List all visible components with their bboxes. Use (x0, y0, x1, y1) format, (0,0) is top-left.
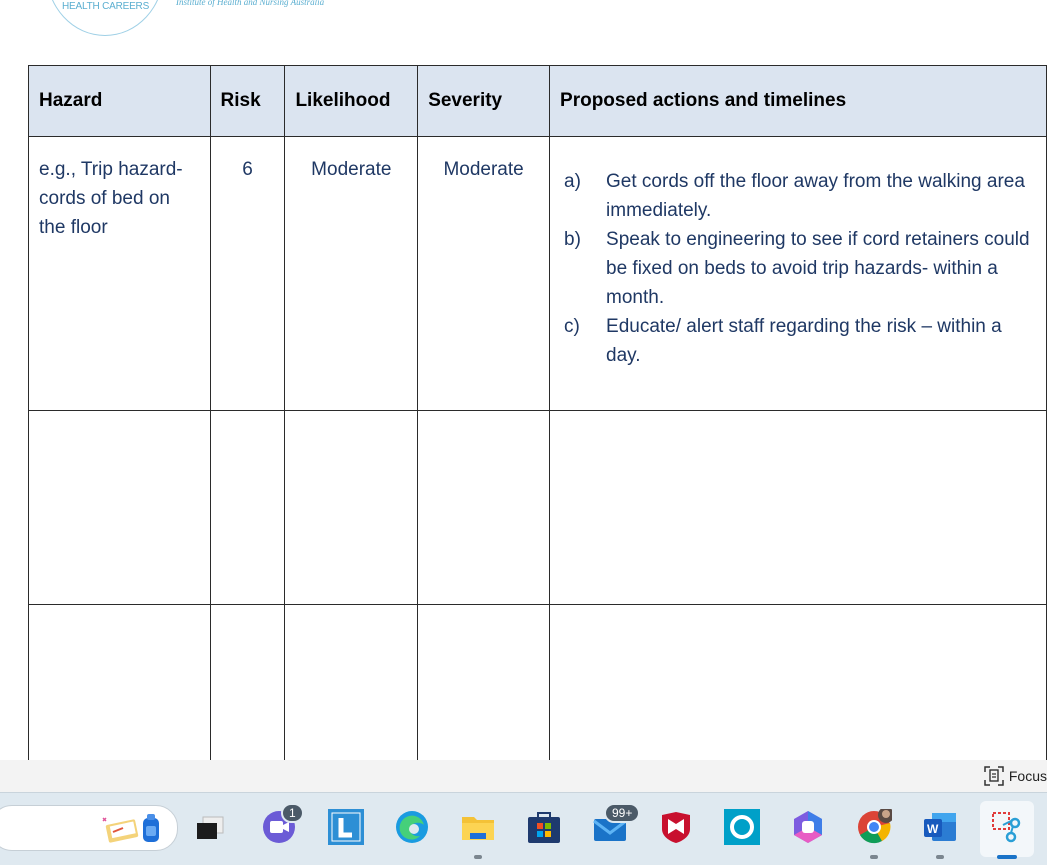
running-indicator (936, 855, 944, 859)
running-indicator (870, 855, 878, 859)
store-icon[interactable] (526, 809, 562, 845)
word-icon[interactable] (922, 809, 958, 845)
l-app-icon[interactable] (328, 809, 364, 845)
snipping-tool-icon[interactable] (989, 809, 1025, 845)
action-text: Speak to engineering to see if cord retainers could be fixed on beds to avoid trip hazards- within a month. (606, 229, 1030, 308)
risk-assessment-table (28, 65, 1047, 760)
cell-risk[interactable] (210, 411, 285, 605)
cell-likelihood[interactable] (285, 411, 418, 605)
meet-icon[interactable] (261, 806, 297, 845)
svg-text:W: W (927, 822, 939, 836)
header-risk: Risk (210, 66, 285, 137)
action-text: Get cords off the floor away from the walking area immediately. (606, 171, 1025, 221)
focus-label: Focus (1008, 768, 1047, 784)
table-header-row (29, 66, 1047, 137)
search-highlight-icon (99, 810, 169, 846)
header-actions: Proposed actions and timelines (550, 66, 1047, 137)
mcafee-icon[interactable] (658, 809, 694, 845)
cell-likelihood[interactable] (285, 605, 418, 761)
focus-icon (983, 765, 1005, 787)
cell-risk[interactable] (210, 605, 285, 761)
table-row (29, 137, 1047, 411)
action-item (564, 167, 1036, 225)
file-explorer-icon[interactable] (460, 809, 496, 845)
action-item (564, 312, 1036, 370)
cell-actions[interactable] (550, 411, 1047, 605)
copilot-icon[interactable] (790, 809, 826, 845)
cell-hazard[interactable] (29, 411, 211, 605)
active-indicator (997, 855, 1017, 859)
logo-tagline: Institute of Health and Nursing Australia (176, 0, 325, 7)
search-box-widget[interactable] (0, 805, 178, 851)
task-view-icon[interactable] (193, 809, 229, 845)
status-bar (0, 760, 1047, 792)
focus-mode-button[interactable] (983, 765, 1047, 787)
cell-actions[interactable] (550, 605, 1047, 761)
cell-severity[interactable] (418, 411, 550, 605)
header-severity: Severity (418, 66, 550, 137)
mail-badge: 99+ (604, 803, 640, 823)
cell-severity[interactable]: Moderate (418, 137, 550, 411)
action-letter: c) (564, 316, 580, 337)
header-likelihood: Likelihood (285, 66, 418, 137)
cell-hazard[interactable]: e.g., Trip hazard- cords of bed on the floor (29, 137, 211, 411)
action-item (564, 225, 1036, 312)
meet-badge: 1 (281, 803, 304, 823)
action-text: Educate/ alert staff regarding the risk – within a day. (606, 316, 1002, 366)
action-letter: a) (564, 171, 581, 192)
taskbar (0, 792, 1047, 865)
table-row (29, 411, 1047, 605)
header-hazard: Hazard (29, 66, 211, 137)
cell-actions[interactable] (550, 137, 1047, 411)
cell-severity[interactable] (418, 605, 550, 761)
mail-icon[interactable] (592, 806, 633, 845)
table-row (29, 605, 1047, 761)
edge-icon[interactable] (394, 809, 430, 845)
cell-hazard[interactable] (29, 605, 211, 761)
running-indicator (474, 855, 482, 859)
cell-risk[interactable]: 6 (210, 137, 285, 411)
cortana-icon[interactable] (724, 809, 760, 845)
cell-likelihood[interactable]: Moderate (285, 137, 418, 411)
chrome-icon[interactable] (856, 809, 892, 845)
logo-text: HEALTH CAREERS (62, 1, 150, 12)
action-letter: b) (564, 229, 581, 250)
